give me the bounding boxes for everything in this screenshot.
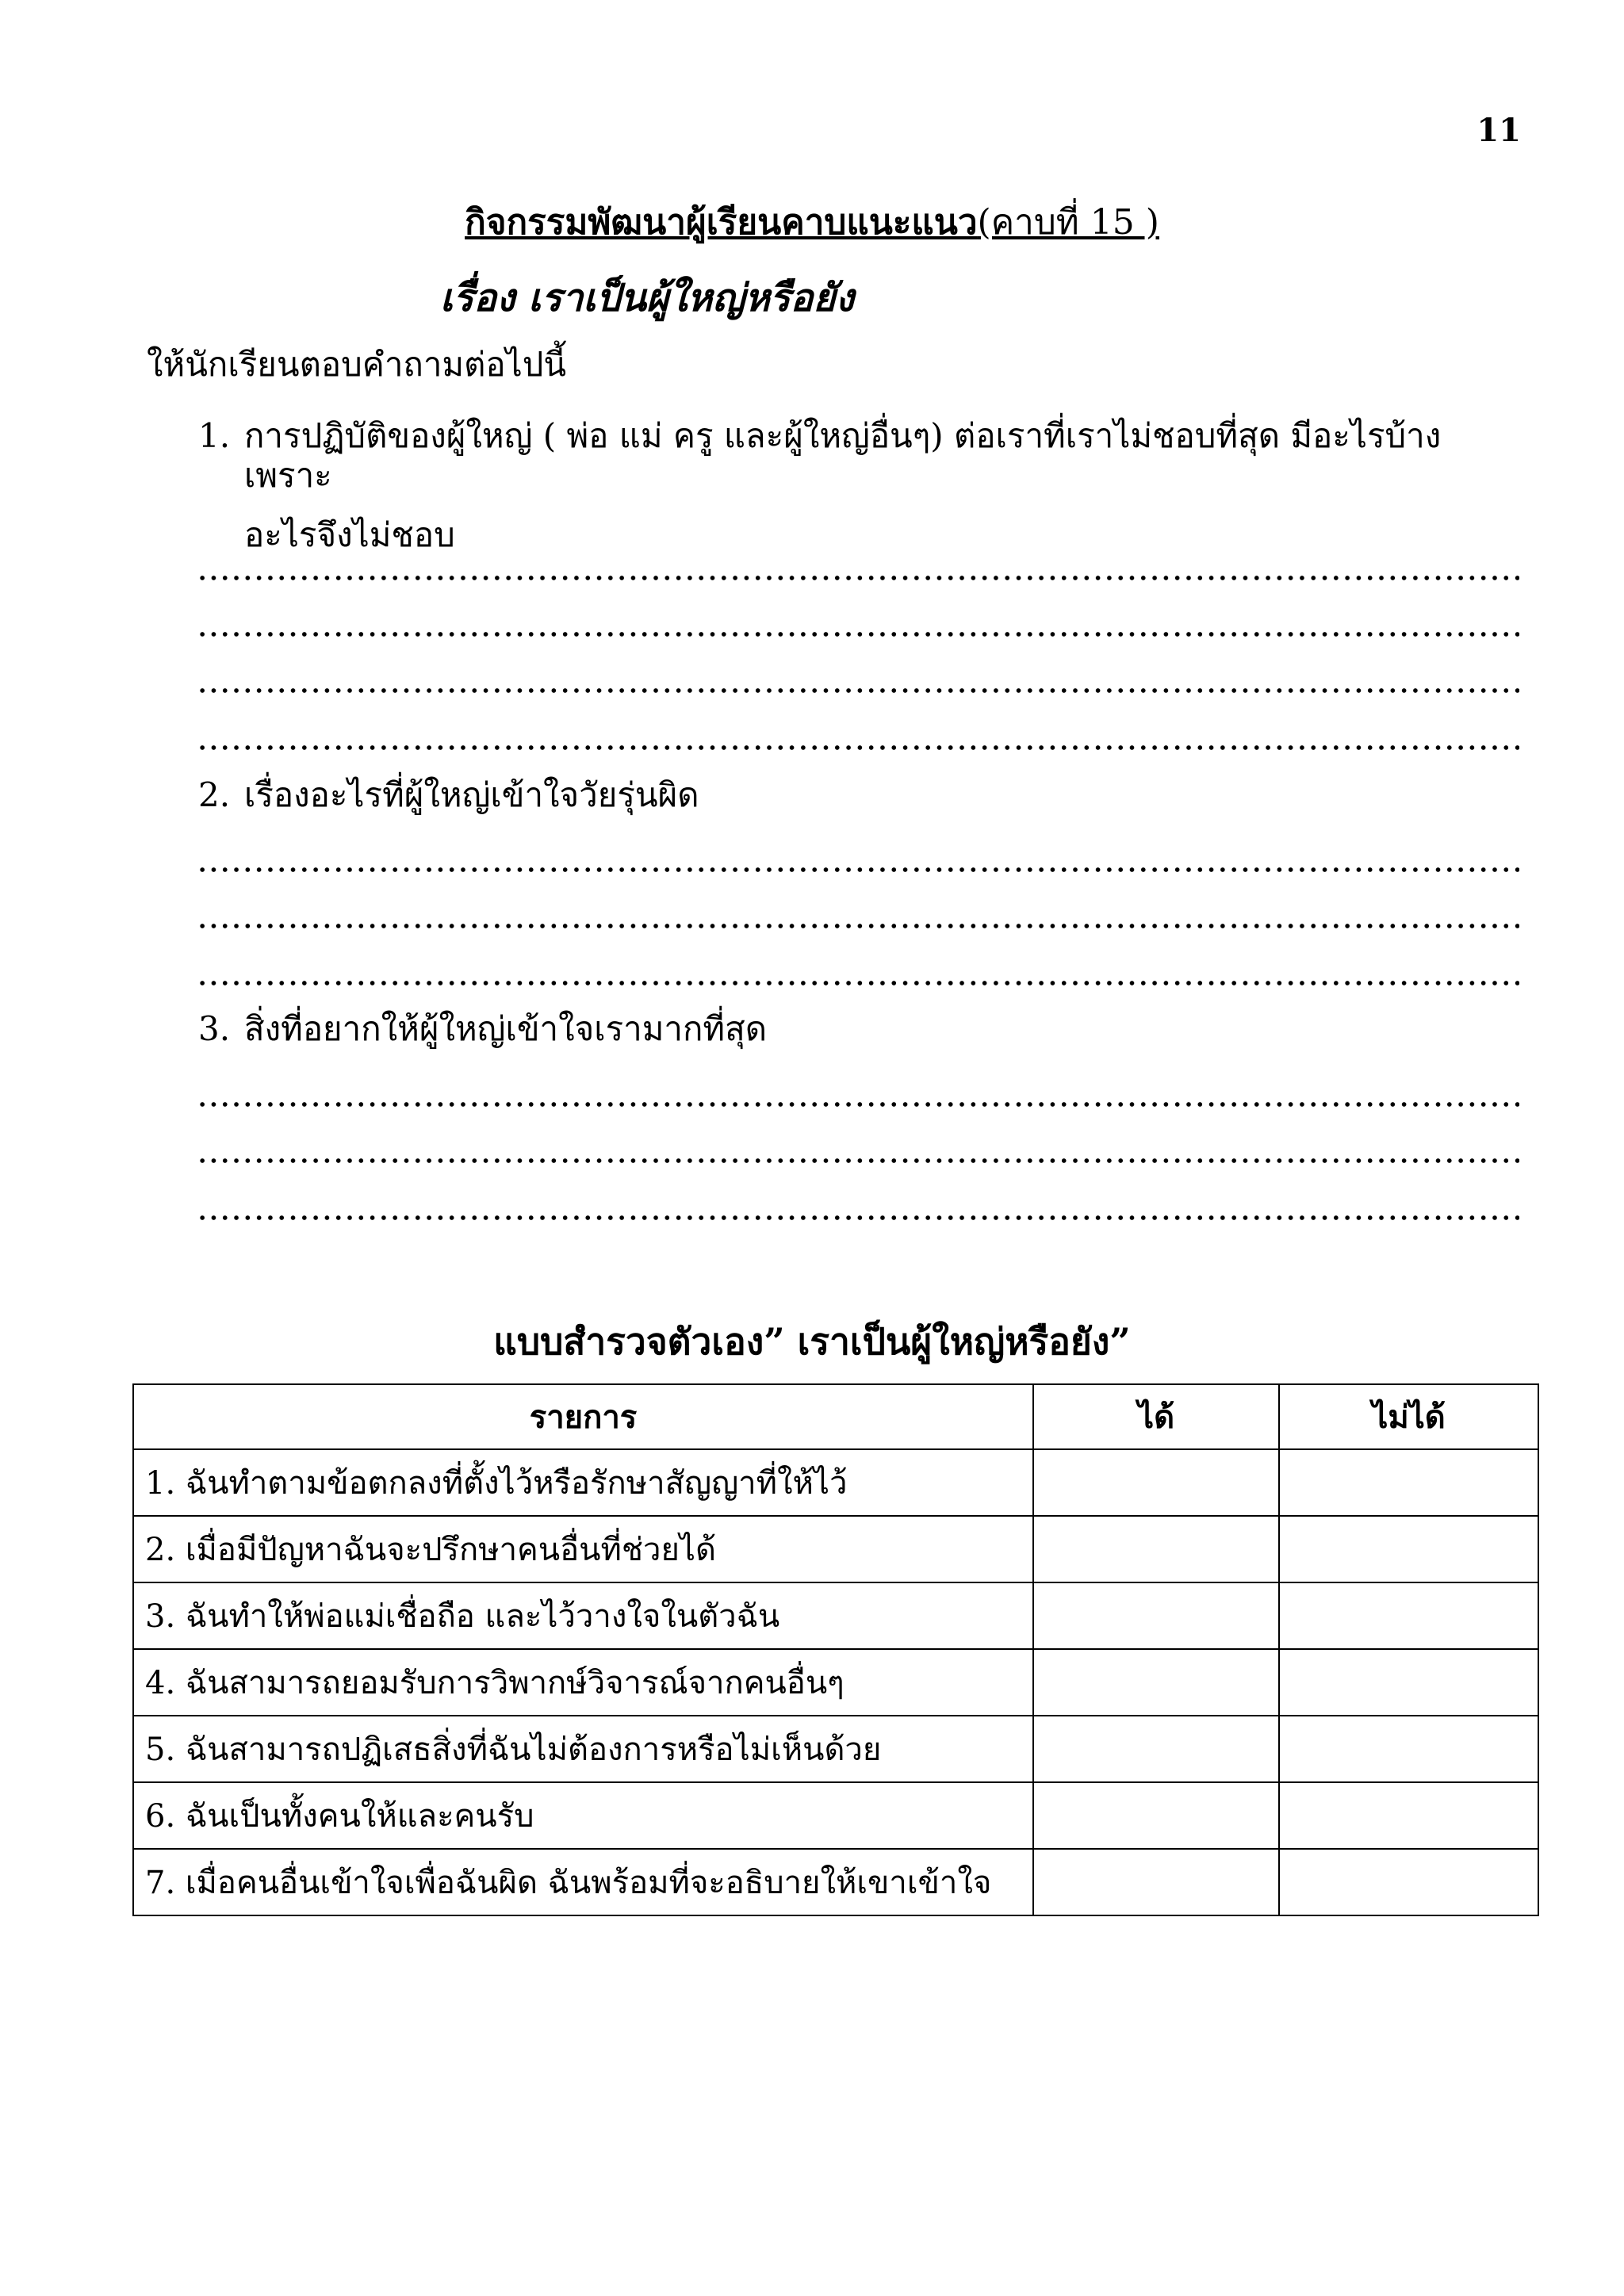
- survey-item: 2. เมื่อมีปัญหาฉันจะปรึกษาคนอื่นที่ช่วยได้: [133, 1516, 1033, 1582]
- title-main: กิจกรรมพัฒนาผู้เรียนคาบแนะแนว: [465, 202, 978, 243]
- survey-item: 4. ฉันสามารถยอมรับการวิพากษ์วิจารณ์จากคนอื่นๆ: [133, 1649, 1033, 1716]
- table-row: [133, 1449, 1538, 1516]
- page-title: [0, 202, 1624, 244]
- table-row: [133, 1716, 1538, 1782]
- table-row: [133, 1849, 1538, 1915]
- checkbox-cell-can[interactable]: [1033, 1449, 1279, 1516]
- answer-line[interactable]: [197, 981, 1519, 985]
- survey-table: [132, 1383, 1539, 1916]
- question-number: 2.: [198, 775, 231, 814]
- question-text: การปฏิบัติของผู้ใหญ่ ( พ่อ แม่ ครู และผู้ใหญ่อื่นๆ) ต่อเราที่เราไม่ชอบที่สุด มีอะไรบ้าง เพราะ: [244, 416, 1442, 496]
- checkbox-cell-can[interactable]: [1033, 1782, 1279, 1849]
- survey-item: 7. เมื่อคนอื่นเข้าใจเพื่อฉันผิด ฉันพร้อมที่จะอธิบายให้เขาเข้าใจ: [133, 1849, 1033, 1915]
- page-subtitle: เรื่อง เราเป็นผู้ใหญ่หรือยัง: [440, 276, 854, 320]
- question-number: 3.: [198, 1009, 231, 1048]
- checkbox-cell-cannot[interactable]: [1279, 1649, 1538, 1716]
- survey-item: 6. ฉันเป็นทั้งคนให้และคนรับ: [133, 1782, 1033, 1849]
- survey-item: 5. ฉันสามารถปฏิเสธสิ่งที่ฉันไม่ต้องการหรือไม่เห็นด้วย: [133, 1716, 1033, 1782]
- question-1: [198, 416, 1522, 555]
- checkbox-cell-can[interactable]: [1033, 1582, 1279, 1649]
- question-text: สิ่งที่อยากให้ผู้ใหญ่เข้าใจเรามากที่สุด: [244, 1009, 768, 1048]
- answer-line[interactable]: [197, 745, 1519, 750]
- checkbox-cell-cannot[interactable]: [1279, 1582, 1538, 1649]
- column-header-item: รายการ: [133, 1384, 1033, 1449]
- survey-title: แบบสำรวจตัวเอง” เราเป็นผู้ใหญ่หรือยัง”: [493, 1320, 1131, 1363]
- title-period: (คาบที่ 15 ): [977, 202, 1159, 243]
- table-row: [133, 1582, 1538, 1649]
- answer-line[interactable]: [197, 1158, 1519, 1163]
- answer-line[interactable]: [197, 1215, 1519, 1220]
- question-3: [198, 1009, 1522, 1049]
- column-header-can: ได้: [1033, 1384, 1279, 1449]
- answer-line[interactable]: [197, 1102, 1519, 1107]
- answer-line[interactable]: [197, 576, 1519, 580]
- instruction-text: ให้นักเรียนตอบคำถามต่อไปนี้: [147, 345, 567, 384]
- survey-item: 1. ฉันทำตามข้อตกลงที่ตั้งไว้หรือรักษาสัญญาที่ให้ไว้: [133, 1449, 1033, 1516]
- checkbox-cell-can[interactable]: [1033, 1716, 1279, 1782]
- checkbox-cell-cannot[interactable]: [1279, 1449, 1538, 1516]
- answer-line[interactable]: [197, 688, 1519, 693]
- table-row: [133, 1649, 1538, 1716]
- answer-line[interactable]: [197, 924, 1519, 928]
- checkbox-cell-cannot[interactable]: [1279, 1782, 1538, 1849]
- checkbox-cell-cannot[interactable]: [1279, 1849, 1538, 1915]
- question-2: [198, 775, 1522, 815]
- checkbox-cell-can[interactable]: [1033, 1649, 1279, 1716]
- page-number: 11: [1477, 112, 1521, 149]
- table-row: [133, 1516, 1538, 1582]
- column-header-cannot: ไม่ได้: [1279, 1384, 1538, 1449]
- checkbox-cell-can[interactable]: [1033, 1516, 1279, 1582]
- answer-line[interactable]: [197, 867, 1519, 872]
- checkbox-cell-can[interactable]: [1033, 1849, 1279, 1915]
- answer-line[interactable]: [197, 632, 1519, 637]
- question-number: 1.: [198, 416, 231, 455]
- question-text-continued: อะไรจึงไม่ชอบ: [244, 515, 455, 554]
- checkbox-cell-cannot[interactable]: [1279, 1516, 1538, 1582]
- question-text: เรื่องอะไรที่ผู้ใหญ่เข้าใจวัยรุ่นผิด: [244, 775, 699, 814]
- checkbox-cell-cannot[interactable]: [1279, 1716, 1538, 1782]
- table-row: [133, 1782, 1538, 1849]
- table-header-row: [133, 1384, 1538, 1449]
- survey-item: 3. ฉันทำให้พ่อแม่เชื่อถือ และไว้วางใจในตัวฉัน: [133, 1582, 1033, 1649]
